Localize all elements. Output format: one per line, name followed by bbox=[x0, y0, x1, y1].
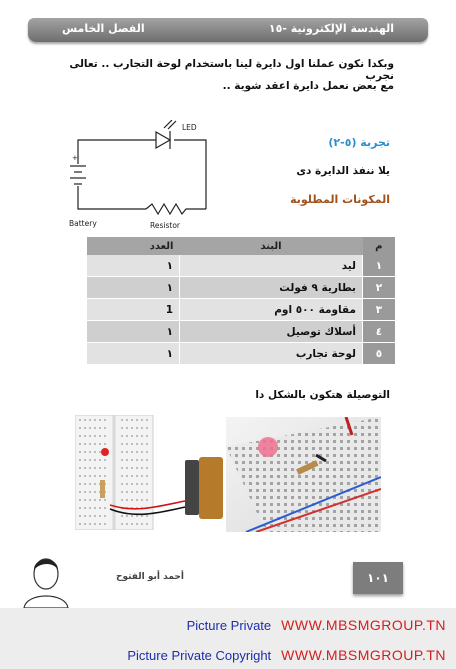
watermark-line-2 bbox=[127, 647, 446, 663]
resistor-label: Resistor bbox=[150, 221, 180, 230]
led-photo bbox=[258, 437, 278, 457]
battery-part bbox=[185, 460, 199, 515]
led-symbol bbox=[156, 132, 170, 148]
header-no: م bbox=[363, 237, 396, 255]
table-row bbox=[87, 299, 396, 321]
battery-symbol bbox=[70, 166, 86, 184]
chapter-title: الفصل الخامس bbox=[62, 22, 145, 35]
header-item: البند bbox=[180, 237, 363, 255]
table-header-row bbox=[87, 237, 396, 255]
row-no: ٤ bbox=[363, 321, 396, 343]
row-qty: ١ bbox=[87, 343, 180, 365]
wiring-title: التوصيلة هتكون بالشكل دا bbox=[255, 389, 390, 401]
intro-line-1: وبكدا نكون عملنا اول دايرة لينا باستخدام لوحة التجارب .. تعالى نجرب bbox=[69, 58, 394, 82]
table-row bbox=[87, 343, 396, 365]
row-item: مقاومة ٥٠٠ اوم bbox=[180, 299, 363, 321]
row-qty: ١ bbox=[87, 321, 180, 343]
watermark-url[interactable]: WWW.MBSMGROUP.TN bbox=[281, 617, 446, 633]
components-title: المكونات المطلوبة bbox=[290, 193, 390, 206]
components-table bbox=[86, 237, 395, 365]
watermark-label: Picture Private Copyright bbox=[127, 648, 272, 663]
watermark-label: Picture Private bbox=[186, 618, 272, 633]
watermark-url[interactable]: WWW.MBSMGROUP.TN bbox=[281, 647, 446, 663]
table-row bbox=[87, 321, 396, 343]
row-item: بطارية ٩ فولت bbox=[180, 277, 363, 299]
watermark-line-1 bbox=[187, 617, 446, 633]
circuit-photo bbox=[226, 417, 381, 532]
row-no: ٥ bbox=[363, 343, 396, 365]
row-item: أسلاك توصيل bbox=[180, 321, 363, 343]
intro-line-2: مع بعض نعمل دايرة اعقد شوية .. bbox=[222, 80, 394, 92]
resistor-part bbox=[100, 480, 105, 498]
row-no: ١ bbox=[363, 255, 396, 277]
resistor-symbol bbox=[146, 204, 206, 214]
page-number: ١٠١ bbox=[353, 562, 403, 594]
author-avatar bbox=[16, 552, 74, 608]
experiment-title: تجربة (٥-٢) bbox=[328, 136, 390, 149]
row-qty: 1 bbox=[87, 299, 180, 321]
row-item: ليد bbox=[180, 255, 363, 277]
breadboard-illustration bbox=[75, 415, 225, 530]
book-title: الهندسة الإلكترونية -١٥ bbox=[268, 22, 394, 35]
header-qty: العدد bbox=[87, 237, 180, 255]
circuit-schematic bbox=[56, 120, 216, 232]
led-part bbox=[101, 448, 109, 456]
row-qty: ١ bbox=[87, 255, 180, 277]
svg-text:+: + bbox=[72, 154, 78, 162]
chapter-header bbox=[28, 18, 428, 42]
battery-label: Battery bbox=[69, 219, 97, 228]
row-qty: ١ bbox=[87, 277, 180, 299]
row-no: ٢ bbox=[363, 277, 396, 299]
row-item: لوحة تجارب bbox=[180, 343, 363, 365]
led-label: LED bbox=[182, 123, 197, 132]
table-row bbox=[87, 255, 396, 277]
experiment-description: يلا ننفذ الدايرة دى bbox=[296, 165, 390, 177]
row-no: ٣ bbox=[363, 299, 396, 321]
table-row bbox=[87, 277, 396, 299]
author-name: أحمد أبو الفتوح bbox=[116, 572, 184, 582]
